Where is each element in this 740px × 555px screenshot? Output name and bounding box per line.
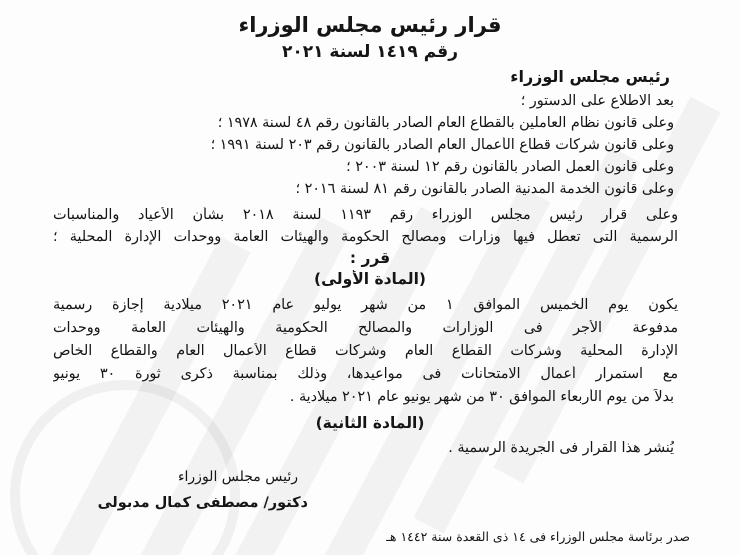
article-1-line: مع استمرار أعمال الامتحانات فى مواعيدها، وذلك بمناسبة ذكرى ثورة ٣٠ يونيو: [53, 366, 678, 382]
article-1-line: الإدارة المحلية وشركات القطاع العام وشركات قطاع الأعمال العام والقطاع الخاص: [53, 343, 678, 359]
article-2-title: (المادة الثانية): [315, 414, 425, 432]
preamble-line: وعلى قانون شركات قطاع الأعمال العام الصادر بالقانون رقم ٢٠٣ لسنة ١٩٩١ ؛: [210, 137, 674, 153]
article-1-line: بدلاً من يوم الأربعاء الموافق ٣٠ من شهر يونيو عام ٢٠٢١ ميلادية .: [289, 389, 674, 405]
article-2-text: يُنشر هذا القرار فى الجريدة الرسمية .: [448, 440, 674, 456]
article-1-line: مدفوعة الأجر فى الوزارات والمصالح الحكومية والهيئات العامة ووحدات: [53, 320, 678, 336]
issuer-heading: رئيس مجلس الوزراء: [510, 67, 670, 86]
preamble-line: الرسمية التى تعطل فيها وزارات ومصالح الحكومة والهيئات العامة ووحدات الإدارة المحلية ؛: [53, 229, 678, 245]
watermark-stroke: [413, 147, 640, 534]
article-1-title: (المادة الأولى): [313, 270, 426, 288]
preamble-line: بعد الاطلاع على الدستور ؛: [520, 93, 674, 109]
preamble-line: وعلى قانون نظام العاملين بالقطاع العام الصادر بالقانون رقم ٤٨ لسنة ١٩٧٨ ؛: [217, 115, 674, 131]
decree-title: قرار رئيس مجلس الوزراء: [238, 13, 502, 37]
issue-date-footer: صدر برئاسة مجلس الوزراء فى ١٤ ذى القعدة سنة ١٤٤٢ هـ: [386, 529, 690, 544]
article-1-line: يكون يوم الخميس الموافق ١ من شهر يوليو عام ٢٠٢١ ميلادية إجازة رسمية: [53, 297, 678, 313]
signature-name: دكتور/ مصطفى كمال مدبولى: [97, 495, 308, 511]
decree-number: رقم ١٤١٩ لسنة ٢٠٢١: [282, 42, 458, 62]
preamble-line: وعلى قانون العمل الصادر بالقانون رقم ١٢ لسنة ٢٠٠٣ ؛: [346, 159, 674, 175]
watermark-seal-icon: [10, 380, 240, 555]
preamble-line: وعلى قرار رئيس مجلس الوزراء رقم ١١٩٣ لسنة ٢٠١٨ بشأن الأعياد والمناسبات: [53, 207, 678, 223]
decision-word: قرر :: [349, 249, 391, 267]
preamble-line: وعلى قانون الخدمة المدنية الصادر بالقانون رقم ٨١ لسنة ٢٠١٦ ؛: [295, 181, 674, 197]
signature-role: رئيس مجلس الوزراء: [177, 469, 298, 485]
